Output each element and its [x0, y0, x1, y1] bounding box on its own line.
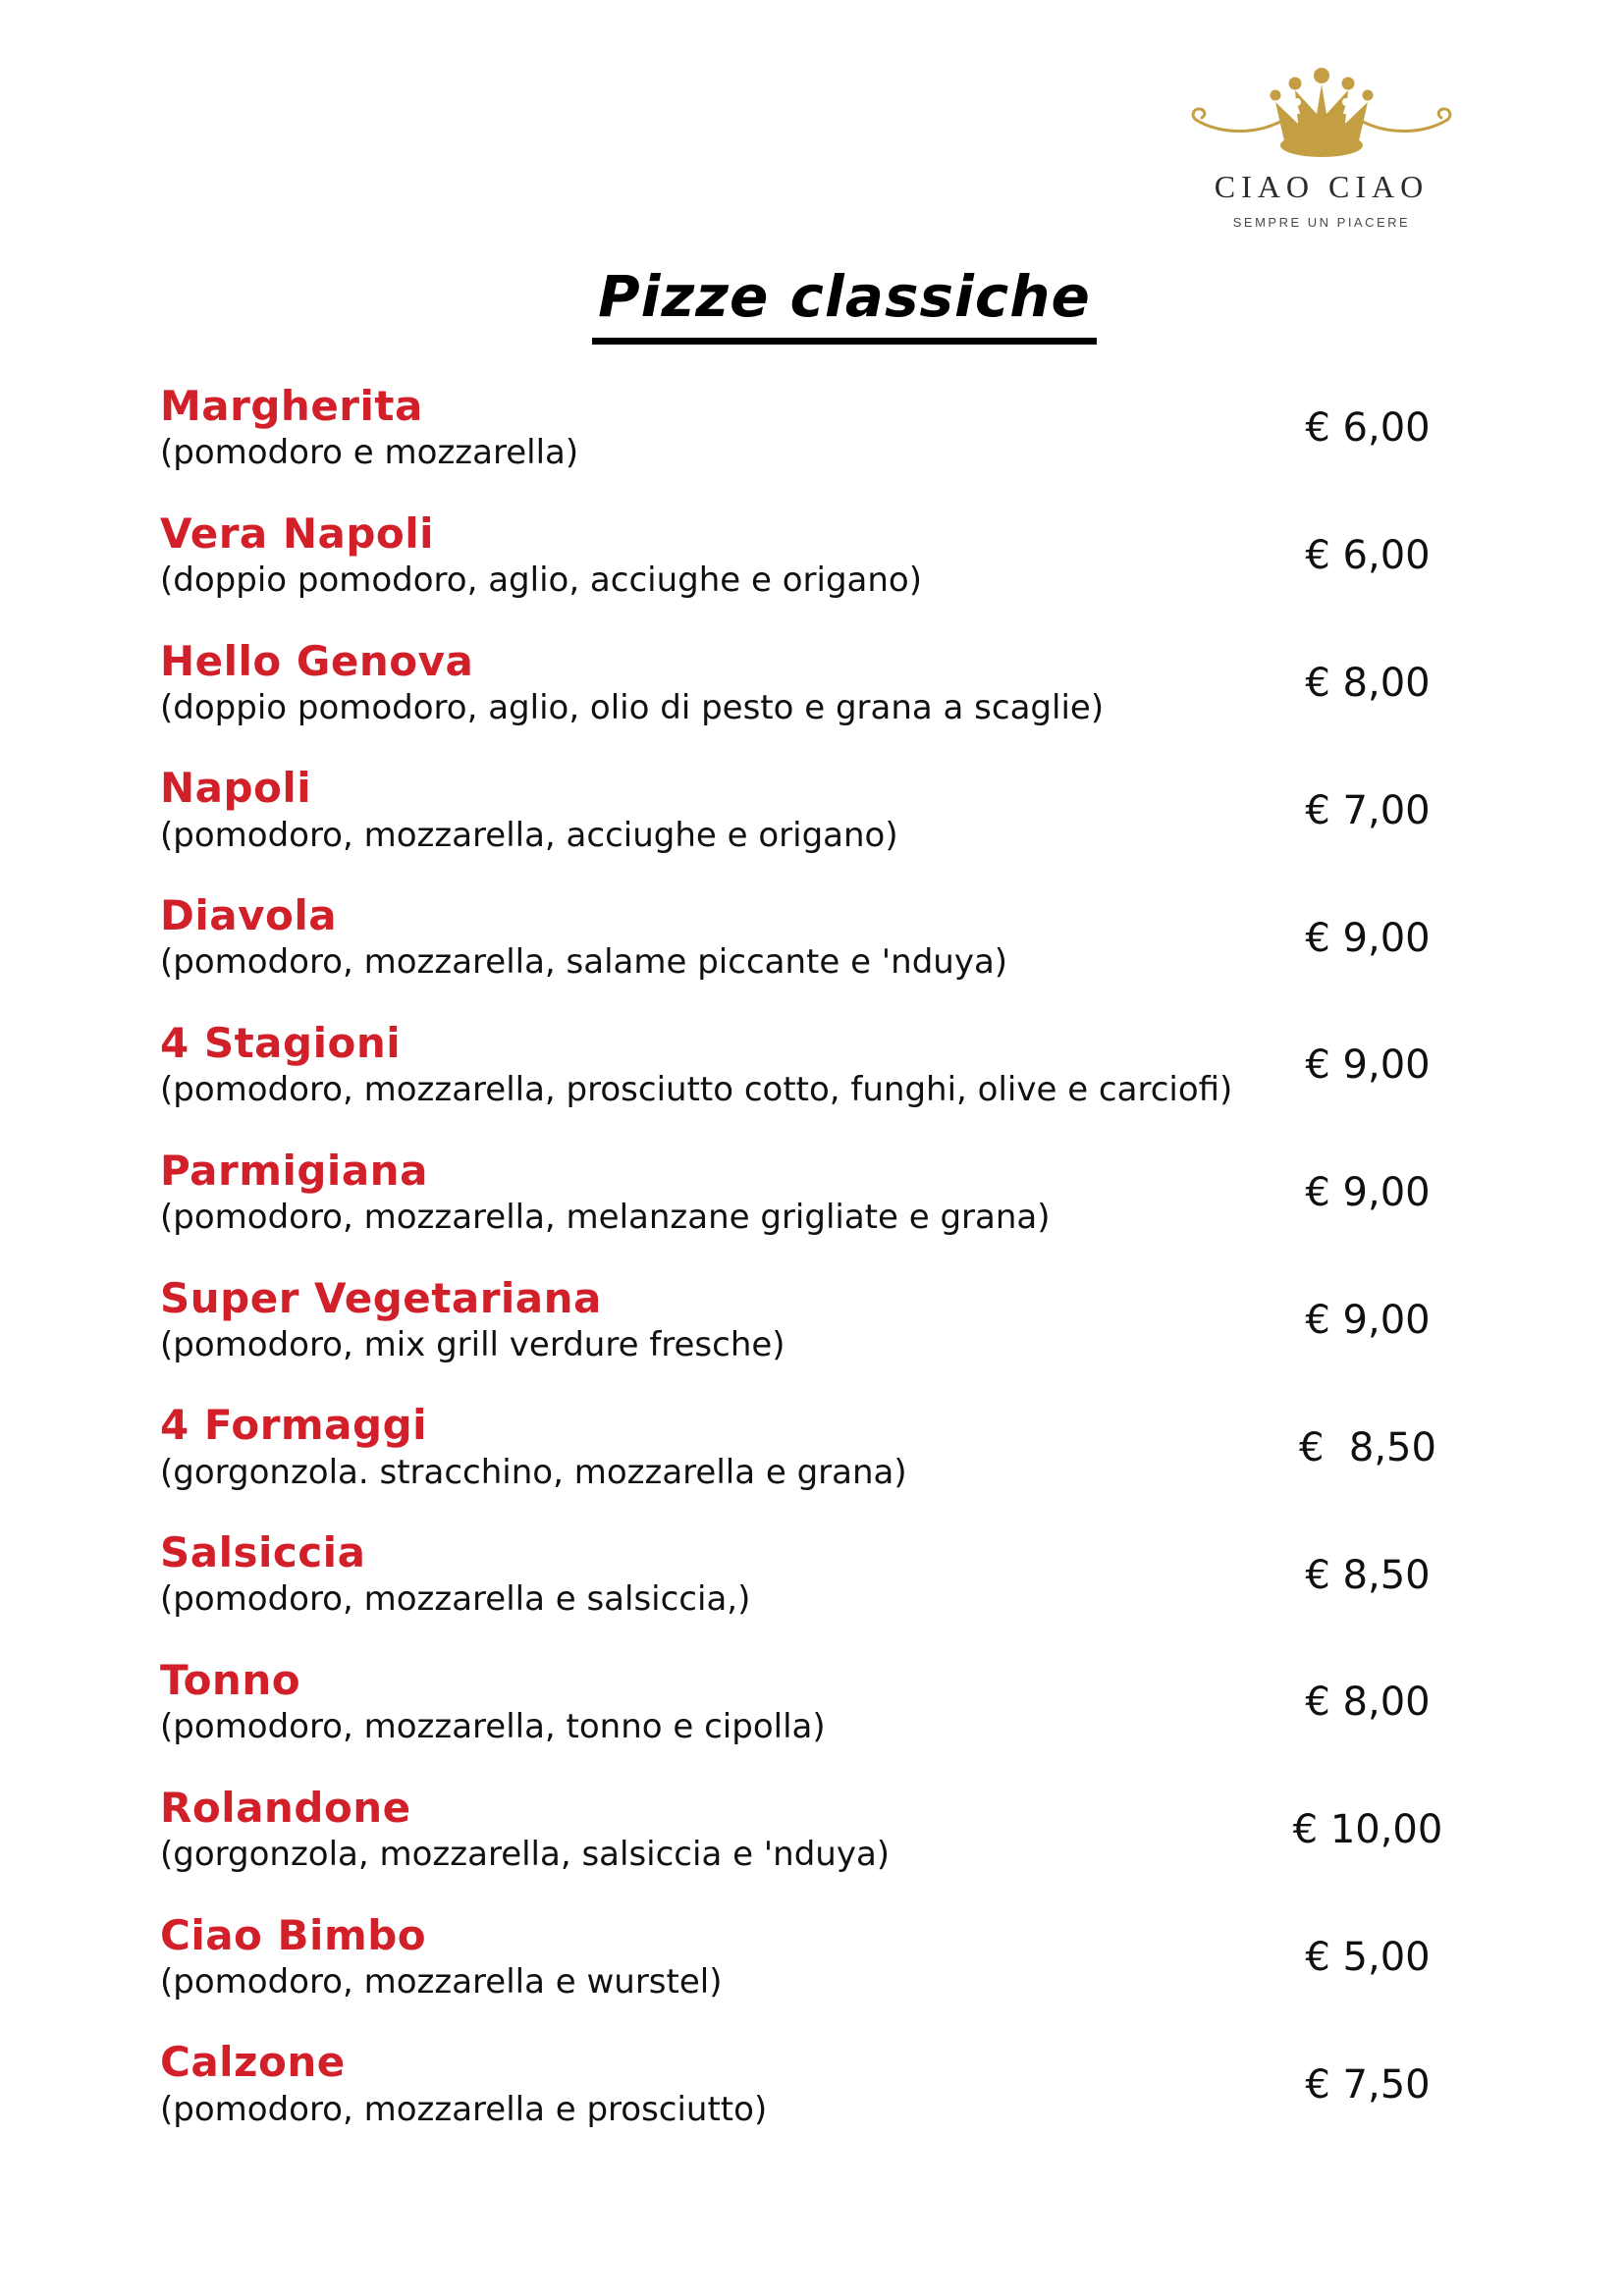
menu-item-name: Calzone: [160, 2038, 346, 2087]
menu-item-calzone: [160, 2039, 1456, 2130]
menu-item-text: [160, 2039, 1279, 2130]
menu-item-price: € 9,00: [1305, 1170, 1431, 1216]
menu-item-vera-napoli: [160, 510, 1456, 602]
menu-item-napoli: [160, 765, 1456, 856]
menu-item-description: (pomodoro, mozzarella, acciughe e origano): [160, 815, 898, 855]
menu-item-text: [160, 765, 1279, 856]
menu-item-description: (doppio pomodoro, aglio, acciughe e origano): [160, 561, 922, 601]
menu-item-price: € 6,00: [1305, 405, 1431, 452]
menu-item-price: € 8,50: [1305, 1552, 1431, 1598]
menu-item-text: [160, 1912, 1279, 2003]
menu-item-ciao-bimbo: [160, 1912, 1456, 2003]
menu-item-price: € 8,00: [1305, 660, 1431, 706]
menu-item-name: Rolandone: [160, 1783, 411, 1832]
menu-item-price: € 6,00: [1305, 533, 1431, 579]
menu-item-rolandone: [160, 1785, 1456, 1876]
menu-item-price: € 5,00: [1305, 1934, 1431, 1980]
menu-item-description: (pomodoro, mozzarella, tonno e cipolla): [160, 1707, 826, 1747]
menu-item-text: [160, 638, 1279, 729]
menu-item-diavola: [160, 892, 1456, 984]
menu-item-name: Salsiccia: [160, 1528, 366, 1577]
menu-item-text: [160, 892, 1279, 984]
menu-item-4-stagioni: [160, 1020, 1456, 1111]
menu-item-price: € 9,00: [1305, 1042, 1431, 1089]
menu-item-name: Tonno: [160, 1655, 301, 1704]
menu-item-text: [160, 510, 1279, 602]
menu-item-text: [160, 1529, 1279, 1621]
menu-item-text: [160, 383, 1279, 474]
menu-item-name: Vera Napoli: [160, 508, 435, 558]
menu-item-price: € 9,00: [1305, 915, 1431, 961]
menu-item-description: (doppio pomodoro, aglio, olio di pesto e grana a scaglie): [160, 687, 1105, 727]
menu-item-salsiccia: [160, 1529, 1456, 1621]
menu-item-text: [160, 1275, 1279, 1366]
menu-item-name: Margherita: [160, 382, 423, 430]
menu-item-price: € 10,00: [1292, 1807, 1443, 1853]
menu-item-price: € 8,50: [1299, 1424, 1436, 1470]
menu-item-description: (pomodoro, mozzarella, prosciutto cotto, funghi, olive e carciofi): [160, 1070, 1233, 1110]
crown-icon: [1184, 65, 1459, 163]
menu-item-text: [160, 1148, 1279, 1239]
menu-item-description: (pomodoro, mozzarella, salame piccante e 'nduya): [160, 942, 1008, 983]
menu-item-name: 4 Stagioni: [160, 1018, 402, 1067]
menu-item-name: Parmigiana: [160, 1146, 428, 1195]
menu-item-text: [160, 1402, 1279, 1493]
menu-item-margherita: [160, 383, 1456, 474]
menu-item-name: Diavola: [160, 891, 338, 940]
menu-item-tonno: [160, 1657, 1456, 1748]
left-flourish-decoration: [1193, 109, 1280, 132]
menu-item-hello-genova: [160, 638, 1456, 729]
menu-item-description: (pomodoro e mozzarella): [160, 433, 579, 473]
menu-item-description: (pomodoro, mix grill verdure fresche): [160, 1324, 785, 1364]
menu-item-parmigiana: [160, 1148, 1456, 1239]
menu-item-description: (gorgonzola. stracchino, mozzarella e grana): [160, 1452, 907, 1492]
menu-item-description: (pomodoro, mozzarella e prosciutto): [160, 2089, 768, 2129]
page-title: Pizze classiche: [592, 263, 1097, 345]
menu-item-description: (pomodoro, mozzarella e wurstel): [160, 1961, 723, 2002]
menu-item-description: (pomodoro, mozzarella e salsiccia,): [160, 1579, 751, 1620]
restaurant-logo: [1135, 65, 1508, 230]
menu-item-price: € 7,50: [1305, 2061, 1431, 2108]
menu-list: [160, 383, 1456, 2166]
menu-item-name: 4 Formaggi: [160, 1401, 428, 1450]
brand-name: CIAO CIAO: [1214, 169, 1430, 204]
menu-item-text: [160, 1785, 1279, 1876]
title-row: [32, 263, 1624, 345]
right-flourish-decoration: [1363, 109, 1450, 132]
menu-item-4-formaggi: [160, 1402, 1456, 1493]
menu-item-name: Napoli: [160, 764, 312, 813]
menu-item-price: € 8,00: [1305, 1680, 1431, 1726]
menu-item-name: Ciao Bimbo: [160, 1910, 427, 1959]
brand-tagline: SEMPRE UN PIACERE: [1232, 215, 1411, 230]
menu-item-name: Super Vegetariana: [160, 1273, 602, 1322]
menu-item-name: Hello Genova: [160, 636, 474, 685]
menu-item-price: € 7,00: [1305, 787, 1431, 833]
menu-item-text: [160, 1657, 1279, 1748]
menu-item-description: (gorgonzola, mozzarella, salsiccia e 'nduya): [160, 1835, 891, 1875]
menu-item-price: € 9,00: [1305, 1297, 1431, 1343]
menu-item-text: [160, 1020, 1279, 1111]
menu-item-super-vegetariana: [160, 1275, 1456, 1366]
menu-item-description: (pomodoro, mozzarella, melanzane grigliate e grana): [160, 1198, 1051, 1238]
